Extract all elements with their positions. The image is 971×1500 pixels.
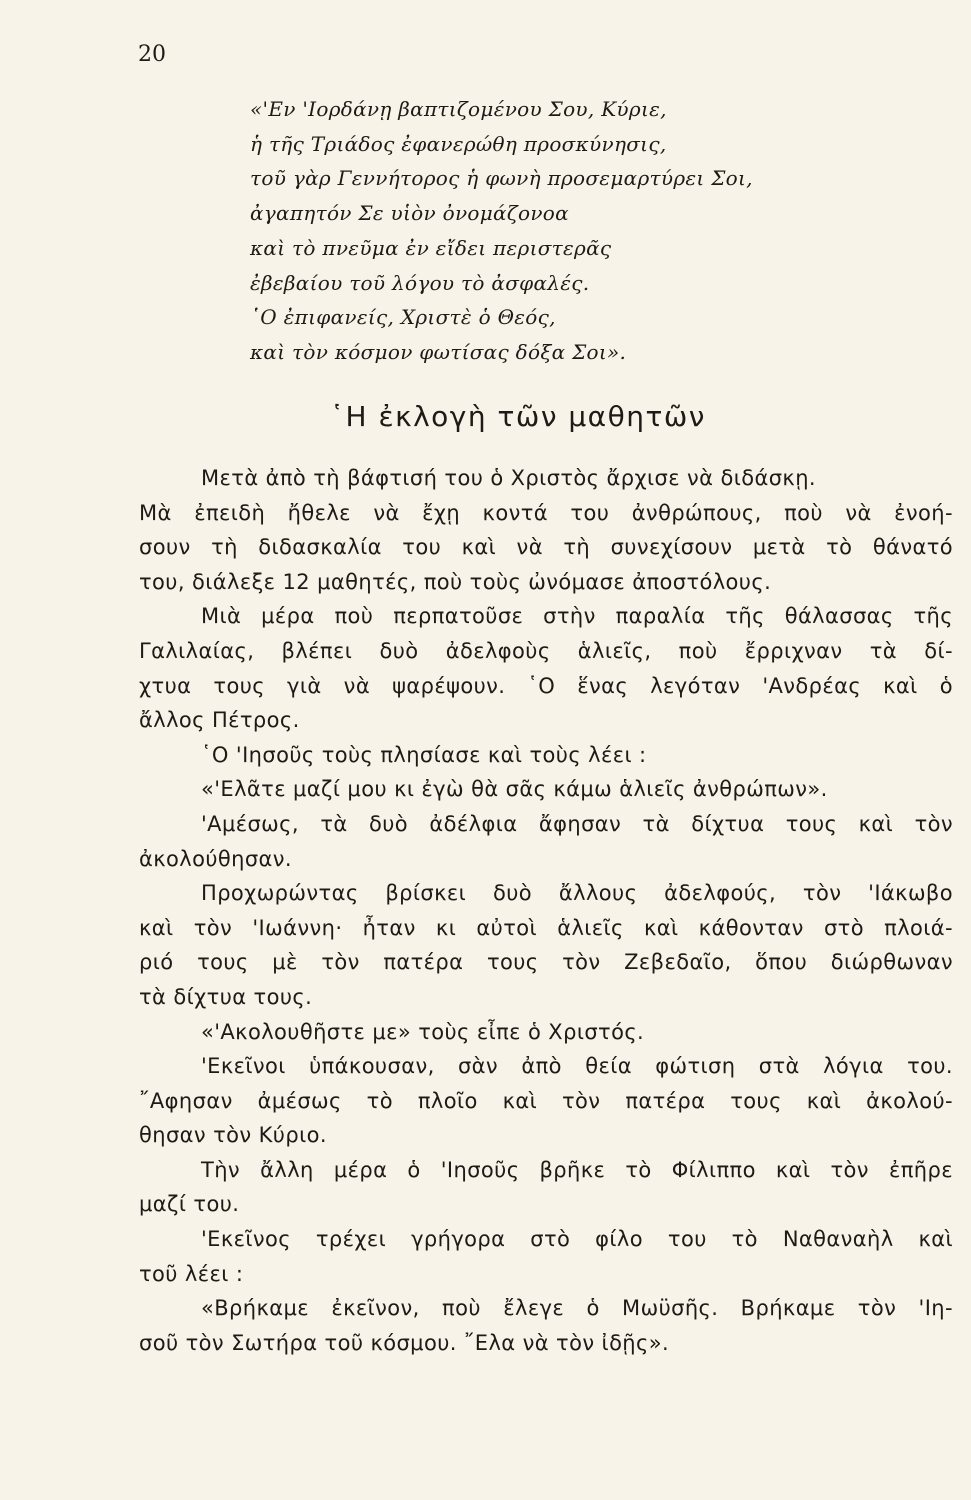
body-text xyxy=(139,461,953,1360)
text-line: ριό τους μὲ τὸν πατέρα τους τὸν Ζεβεδαῖο, ὅπου διώρθωναν xyxy=(139,950,953,975)
text-line: τὰ δίχτυα τους. xyxy=(139,984,313,1009)
text-line: Μετὰ ἀπὸ τὴ βάφτισή του ὁ Χριστὸς ἄρχισε νὰ διδάσκῃ. xyxy=(201,466,816,490)
text-line: σουν τὴ διδασκαλία του καὶ νὰ τὴ συνεχίσουν μετὰ τὸ θάνατό xyxy=(139,535,953,560)
text-line: μαζί του. xyxy=(139,1192,240,1217)
text-line: Τὴν ἄλλη μέρα ὁ 'Ιησοῦς βρῆκε τὸ Φίλιππο καὶ τὸν ἐπῆρε xyxy=(201,1157,953,1182)
text-line: θησαν τὸν Κύριο. xyxy=(139,1123,327,1148)
page-number: 20 xyxy=(138,42,166,67)
hymn-line: ἡ τῆς Τριάδος ἐφανερώθη προσκύνησις, xyxy=(250,131,667,156)
text-line: Προχωρώντας βρίσκει δυὸ ἄλλους ἀδελφούς, τὸν 'Ιάκωβο xyxy=(201,881,953,906)
text-line: Γαλιλαίας, βλέπει δυὸ ἀδελφοὺς ἁλιεῖς, ποὺ ἔρριχναν τὰ δί- xyxy=(139,638,953,663)
text-line: καὶ τὸν 'Ιωάννη· ἦταν κι αὐτοὶ ἁλιεῖς καὶ κάθονταν στὸ πλοιά- xyxy=(139,915,953,940)
text-line: 'Εκεῖνοι ὑπάκουσαν, σὰν ἀπὸ θεία φώτιση στὰ λόγια του. xyxy=(201,1054,953,1079)
hymn-line: ἐβεβαίου τοῦ λόγου τὸ ἀσφαλές. xyxy=(250,270,590,295)
text-line: ἄλλος Πέτρος. xyxy=(139,708,300,733)
hymn-line: τοῦ γὰρ Γεννήτορος ἡ φωνὴ προσεμαρτύρει Σοι, xyxy=(250,166,753,191)
text-line: «'Ελᾶτε μαζί μου κι ἐγὼ θὰ σᾶς κάμω ἁλιεῖς ἀνθρώπων». xyxy=(201,777,828,802)
text-line: του, διάλεξε 12 μαθητές, ποὺ τοὺς ὠνόμασε ἀποστόλους. xyxy=(139,569,772,594)
hymn-line: ἀγαπητόν Σε υἱὸν ὀνομάζονοα xyxy=(250,201,569,226)
hymn-verse xyxy=(250,92,950,370)
section-heading: ῾Η ἐκλογὴ τῶν μαθητῶν xyxy=(330,400,706,433)
text-line: σοῦ τὸν Σωτήρα τοῦ κόσμου. ῎Ελα νὰ τὸν ἰδῇς». xyxy=(139,1330,670,1355)
text-line: τοῦ λέει : xyxy=(139,1261,244,1286)
text-line: Μὰ ἐπειδὴ ἤθελε νὰ ἔχῃ κοντά του ἀνθρώπους, ποὺ νὰ ἐνοή- xyxy=(139,500,953,525)
text-line: 'Αμέσως, τὰ δυὸ ἀδέλφια ἄφησαν τὰ δίχτυα τους καὶ τὸν xyxy=(201,811,953,836)
hymn-line: καὶ τὸν κόσμον φωτίσας δόξα Σοι». xyxy=(250,339,627,364)
hymn-line: καὶ τὸ πνεῦμα ἐν εἴδει περιστερᾶς xyxy=(250,235,612,260)
text-line: «Βρήκαμε ἐκεῖνον, ποὺ ἔλεγε ὁ Μωϋσῆς. Βρήκαμε τὸν 'Ιη- xyxy=(201,1296,953,1321)
text-line: ἀκολούθησαν. xyxy=(139,846,293,871)
text-line: Μιὰ μέρα ποὺ περπατοῦσε στὴν παραλία τῆς θάλασσας τῆς xyxy=(201,604,953,629)
text-line: «'Ακολουθῆστε με» τοὺς εἶπε ὁ Χριστός. xyxy=(201,1019,645,1044)
text-line: 'Εκεῖνος τρέχει γρήγορα στὸ φίλο του τὸ Ναθαναὴλ καὶ xyxy=(201,1227,953,1252)
text-line: ῎Αφησαν ἀμέσως τὸ πλοῖο καὶ τὸν πατέρα τους καὶ ἀκολού- xyxy=(139,1088,953,1113)
text-line: ῾Ο 'Ιησοῦς τοὺς πλησίασε καὶ τοὺς λέει : xyxy=(201,742,647,767)
hymn-line: ῾Ο ἐπιφανείς, Χριστὲ ὁ Θεός, xyxy=(250,305,556,330)
hymn-line: «'Εν 'Ιορδάνῃ βαπτιζομένου Σου, Κύριε, xyxy=(250,97,667,121)
text-line: χτυα τους γιὰ νὰ ψαρέψουν. ῾Ο ἕνας λεγόταν 'Ανδρέας καὶ ὁ xyxy=(139,673,953,698)
